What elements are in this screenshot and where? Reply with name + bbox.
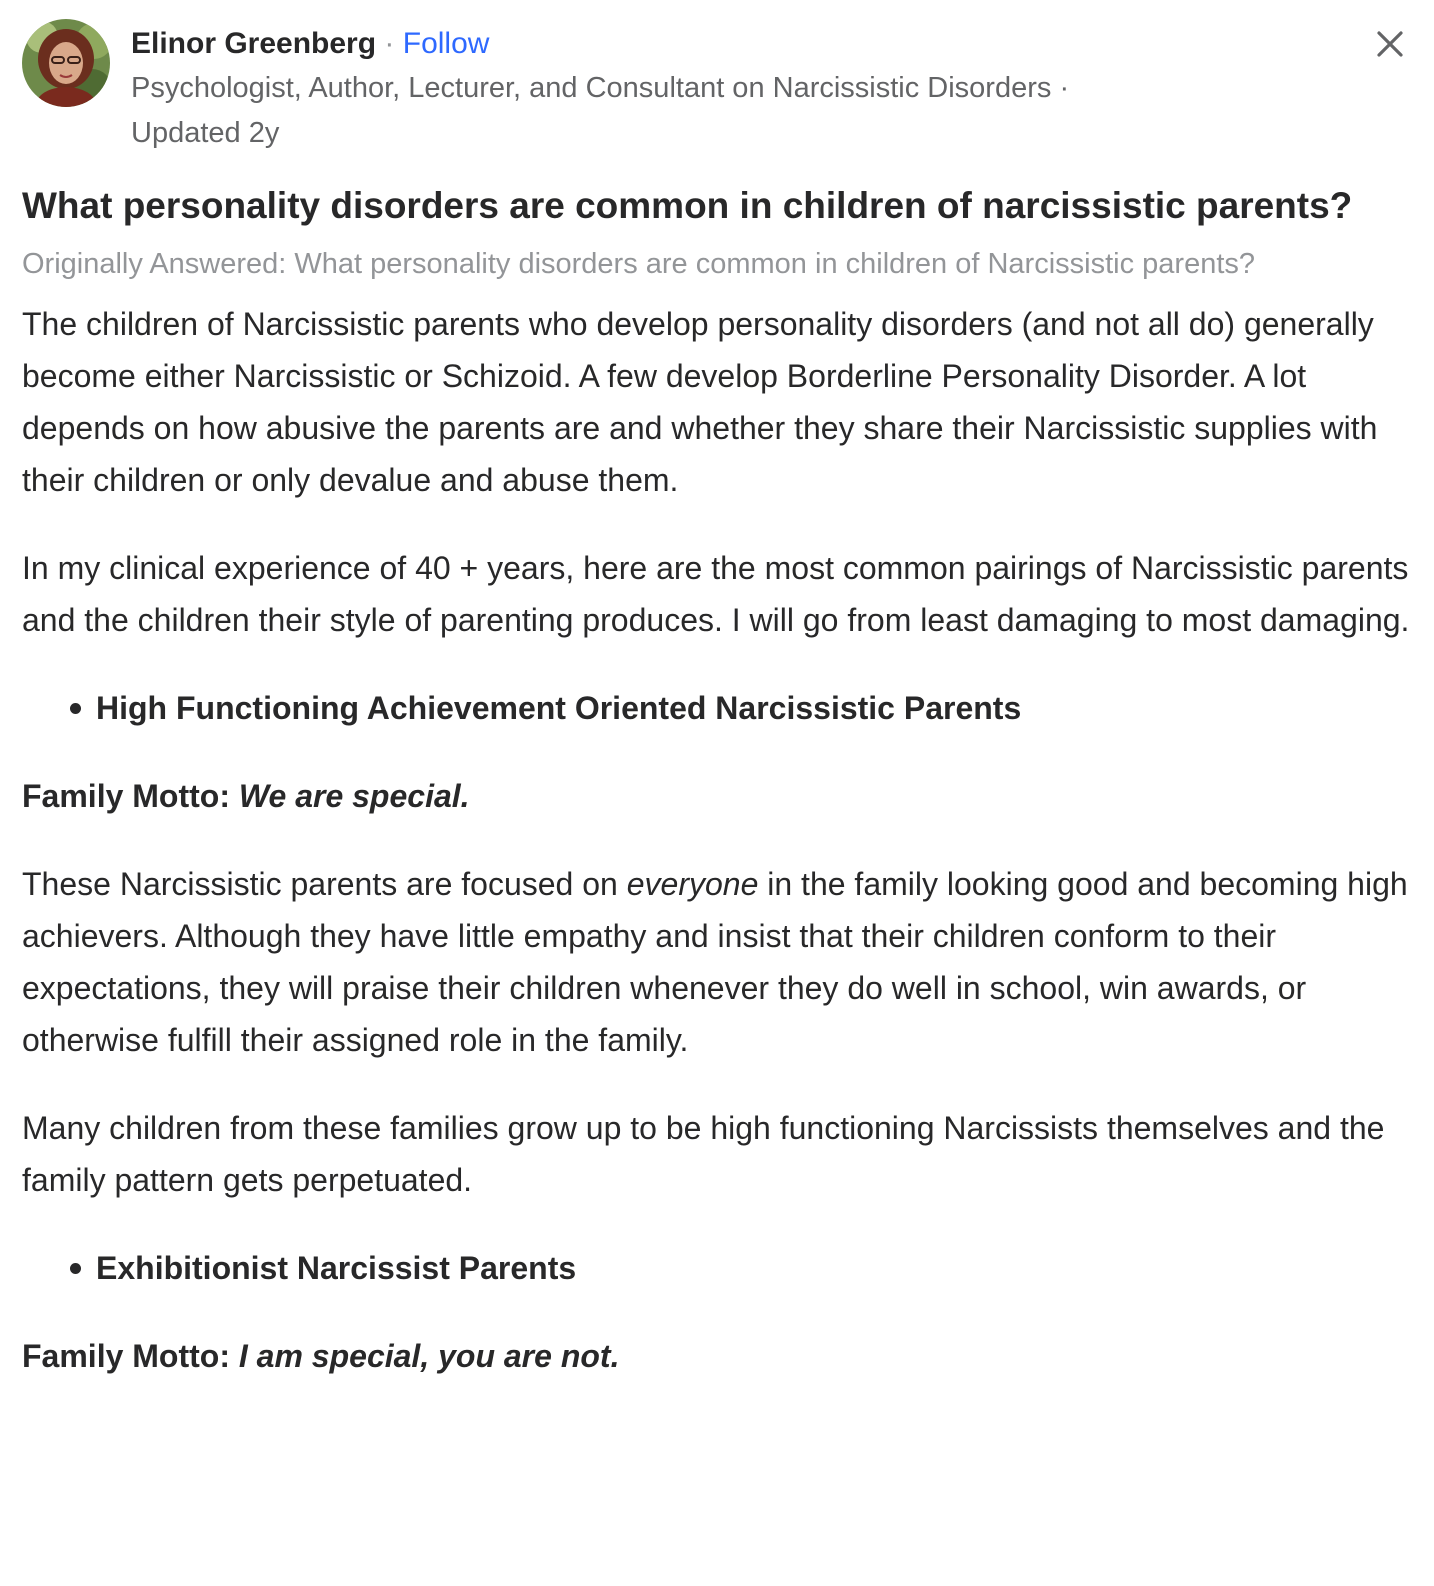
author-avatar[interactable] xyxy=(22,19,110,107)
separator-dot: · xyxy=(384,27,395,60)
author-line xyxy=(131,22,1291,66)
close-button[interactable] xyxy=(1368,22,1412,66)
question-title[interactable]: What personality disorders are common in children of narcissistic parents? xyxy=(22,185,1353,226)
avatar-photo xyxy=(22,19,110,107)
paragraph-text: in the family looking good and becoming high achievers. Although they have little empathy and insist that their children conform to their expectations, they will praise their children whenever they do well in school, win awards, or otherwise fulfill their assigned role in the family. xyxy=(22,866,1408,1058)
list-item-label: Exhibitionist Narcissist Parents xyxy=(96,1250,577,1286)
family-motto xyxy=(22,1330,1422,1382)
answer-content xyxy=(22,178,1422,1382)
paragraph-text: These Narcissistic parents are focused on xyxy=(22,866,627,902)
motto-text: I am special, you are not. xyxy=(238,1338,620,1374)
list-item-label: High Functioning Achievement Oriented Narcissistic Parents xyxy=(96,690,1022,726)
answer-paragraph: The children of Narcissistic parents who develop personality disorders (and not all do) generally become either Narcissistic or Schizoid. A few develop Borderline Personality Disorder. A lot depends on how abusive the parents are and whether they share their Narcissistic supplies with their children or only devalue and abuse them. xyxy=(22,306,1378,498)
answer-paragraph xyxy=(22,858,1422,1066)
list-item xyxy=(70,1242,1422,1294)
author-name[interactable]: Elinor Greenberg xyxy=(131,27,377,60)
answer-header xyxy=(131,22,1291,156)
answer-paragraph: Many children from these families grow up to be high functioning Narcissists themselves and the family pattern gets perpetuated. xyxy=(22,1110,1385,1198)
answer-paragraph: In my clinical experience of 40 + years, here are the most common pairings of Narcissistic parents and the children their style of parenting produces. I will go from least damaging to most damaging. xyxy=(22,550,1410,638)
motto-label: Family Motto: xyxy=(22,1338,239,1374)
bullet-icon xyxy=(70,1263,81,1274)
updated-timestamp: Updated 2y xyxy=(131,117,280,149)
motto-text: We are special. xyxy=(238,778,470,814)
bullet-icon xyxy=(70,703,81,714)
close-icon xyxy=(1368,22,1412,66)
follow-link[interactable]: Follow xyxy=(402,27,490,60)
list-item xyxy=(70,682,1422,734)
author-credential: Psychologist, Author, Lecturer, and Consultant on Narcissistic Disorders · xyxy=(131,72,1070,104)
family-motto xyxy=(22,770,1422,822)
originally-answered: Originally Answered: What personality disorders are common in children of Narcissistic parents? xyxy=(22,248,1256,280)
answer-body xyxy=(22,298,1422,1382)
motto-label: Family Motto: xyxy=(22,778,239,814)
emphasis-text: everyone xyxy=(626,866,759,902)
